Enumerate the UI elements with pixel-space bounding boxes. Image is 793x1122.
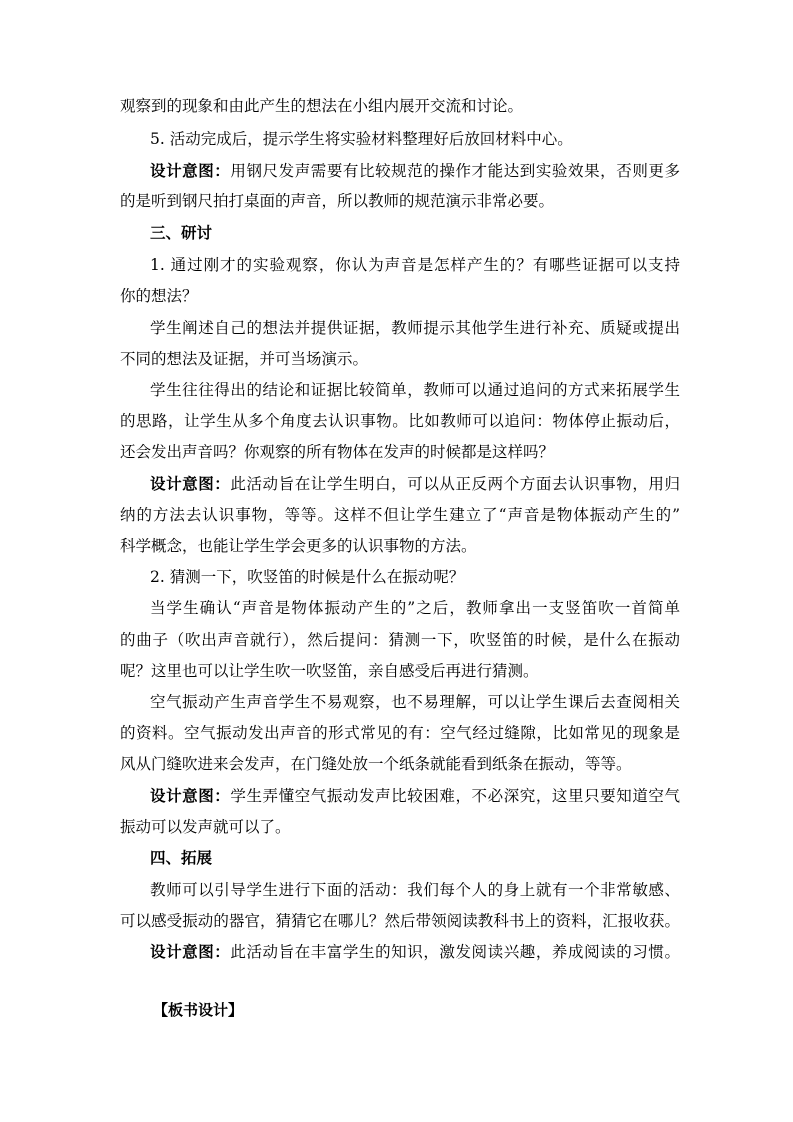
paragraph-line: 还会发出声音吗？你观察的所有物体在发声的时候都是这样吗？ (120, 443, 555, 461)
paragraph-line: 观察到的现象和由此产生的想法在小组内展开交流和讨论。 (120, 97, 524, 115)
step-5-line: 5. 活动完成后，提示学生将实验材料整理好后放回材料中心。 (150, 130, 573, 148)
paragraph-line: 可以感受振动的器官，猜猜它在哪儿？然后带领阅读教科书上的资料，汇报收获。 (120, 912, 680, 930)
design-intent-text: 学生弄懂空气振动发声比较困难，不必深究，这里只要知道空气 (230, 787, 680, 805)
section-heading-discussion: 三、研讨 (150, 223, 213, 242)
design-intent-label: 设计意图： (150, 161, 231, 180)
paragraph-line: 空气振动产生声音学生不易观察，也不易理解，可以让学生课后去查阅相关 (150, 693, 680, 711)
design-intent-2 (150, 474, 680, 494)
paragraph-line: 学生往往得出的结论和证据比较简单，教师可以通过追问的方式来拓展学生 (150, 381, 680, 399)
paragraph-line: 你的想法？ (120, 287, 198, 305)
question-2: 2. 猜测一下，吹竖笛的时候是什么在振动呢？ (150, 568, 465, 586)
question-1: 1. 通过刚才的实验观察，你认为声音是怎样产生的？有哪些证据可以支持 (150, 256, 680, 274)
design-intent-text: 用钢尺发声需要有比较规范的操作才能达到实验效果，否则更多 (230, 162, 680, 180)
paragraph-line: 教师可以引导学生进行下面的活动：我们每个人的身上就有一个非常敏感、 (150, 881, 680, 899)
paragraph-line: 风从门缝吹进来会发声，在门缝处放一个纸条就能看到纸条在振动，等等。 (120, 755, 632, 773)
design-intent-text: 此活动旨在让学生明白，可以从正反两个方面去认识事物，用归 (230, 475, 680, 493)
design-intent-text: 此活动旨在丰富学生的知识，激发阅读兴趣，养成阅读的习惯。 (230, 943, 680, 961)
paragraph-line: 的曲子（吹出声音就行），然后提问：猜测一下，吹竖笛的时候，是什么在振动 (120, 631, 680, 649)
paragraph-line: 呢？这里也可以让学生吹一吹竖笛，亲自感受后再进行猜测。 (120, 662, 539, 680)
design-intent-3 (150, 786, 680, 806)
section-heading-extension: 四、拓展 (150, 848, 213, 867)
paragraph-line: 不同的想法及证据，并可当场演示。 (120, 350, 369, 368)
design-intent-label: 设计意图： (150, 786, 231, 805)
paragraph-line: 科学概念，也能让学生学会更多的认识事物的方法。 (120, 537, 477, 555)
design-intent-label: 设计意图： (150, 474, 231, 493)
paragraph-line: 纳的方法去认识事物，等等。这样不但让学生建立了“声音是物体振动产生的” (120, 506, 680, 524)
paragraph-line: 当学生确认“声音是物体振动产生的”之后，教师拿出一支竖笛吹一首简单 (150, 599, 680, 617)
paragraph-line: 学生阐述自己的想法并提供证据，教师提示其他学生进行补充、质疑或提出 (150, 319, 680, 337)
design-intent-4 (150, 942, 680, 962)
board-design-heading: 【板书设计】 (153, 1001, 244, 1019)
design-intent-label: 设计意图： (150, 942, 231, 961)
design-intent-1 (150, 161, 680, 181)
paragraph-line: 的是听到钢尺拍打桌面的声音，所以教师的规范演示非常必要。 (120, 192, 555, 210)
paragraph-line: 的思路，让学生从多个角度去认识事物。比如教师可以追问：物体停止振动后， (120, 412, 680, 430)
paragraph-line: 的资料。空气振动发出声音的形式常见的有：空气经过缝隙，比如常见的现象是 (120, 724, 680, 742)
paragraph-line: 振动可以发声就可以了。 (120, 818, 291, 836)
